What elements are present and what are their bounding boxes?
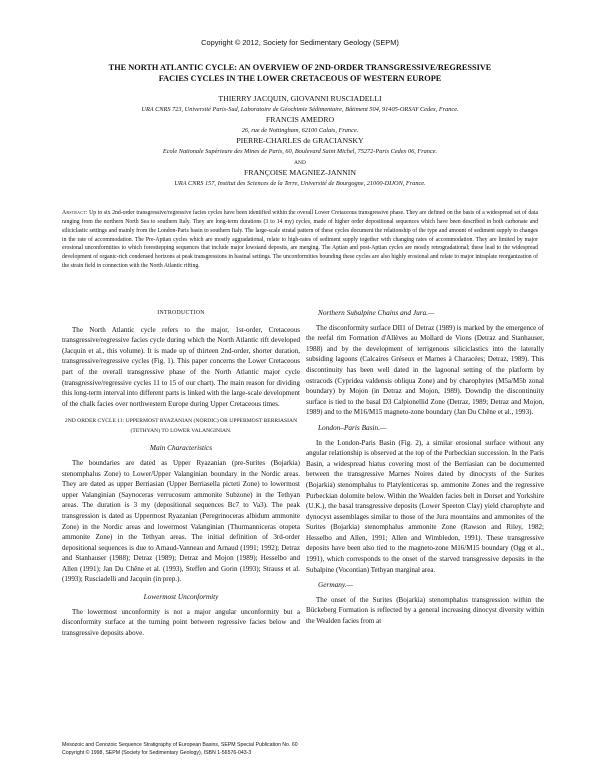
author-name-2: FRANCIS AMEDRO: [265, 115, 335, 125]
author-name-4: FRANÇOISE MAGNIEZ-JANNIN: [244, 168, 356, 178]
title-line-2: FACIES CYCLES IN THE LOWER CRETACEOUS OF WESTERN EUROPE: [158, 74, 442, 83]
affiliation-3: Ecole Nationale Supérieure des Mines de Paris, 60, Boulevard Saint Michel, 75272-Paris Cedex 06, France.: [162, 147, 438, 155]
copyright-notice: Copyright © 2012, Society for Sedimentary Geology (SEPM): [201, 38, 399, 47]
abstract: [62, 209, 538, 271]
germany-heading: Germany.—: [318, 580, 354, 590]
author-names-1: THIERRY JACQUIN, GIOVANNI RUSCIADELLI: [218, 94, 382, 103]
right-column: [306, 308, 544, 627]
author-name-3: PIERRE-CHARLES de GRACIANSKY: [236, 136, 364, 146]
lowermost-unconformity-heading: Lowermost Unconformity: [143, 592, 219, 602]
affiliation-2: 26, rue de Nottingham, 62100 Calais, France.: [241, 126, 359, 134]
footer-publication: Mesozoic and Cenozoic Sequence Stratigraphy of European Basins, SEPM Special Publication No. 60: [62, 742, 298, 748]
london-paris-heading: London–Paris Basin.—: [318, 422, 387, 432]
introduction-heading: INTRODUCTION: [157, 310, 205, 316]
affiliation-4: URA CNRS 157, Institut des Sciences de la Terre, Université de Bourgogne, 21000-DIJON, France.: [174, 179, 426, 187]
northern-subalpine-heading: Northern Subalpine Chains and Jura.—: [318, 308, 435, 317]
main-characteristics-heading: Main Characteristics: [149, 443, 213, 453]
paper-title: [60, 62, 540, 84]
cycle-11-heading: 2ND ORDER CYCLE 11: UPPERMOST RYAZANIAN (NORDIC) OR UPPERMOST BERRIASIAN (TETHYAN) TO LOWER VALANGINIAN.: [64, 418, 298, 434]
london-paris-paragraph: In the London-Paris Basin (Fig. 2), a similar erosional surface without any angular relationship is observed at the top of the Purbeckian succession. In the Paris Basin, a widespread hiatus covering most of the Berriasian can be documented between the transgressive Marnes Noires dated by dinocysts of the Surites (Bojarkia) stenomphalus to Platylenticeras sp. ammonite Zones and the regressive Purbeckian dolomite below. Within the Wealden facies belt in Dorset and Yorkshire (U.K.), the basal transgressive deposits (Lower Speeton Clay) yield charophyte and dynocyst assemblages similar to those of the Jura mountains and ammonites of the Surites (Bojarkia) stenomphalus ammonite Zone (Rawson and Riley, 1982; Hesselbo and Allen, 1991; Allen and Wimbledon, 1991). These transgressive deposits have been also tied to the magneto-zone M16/M15 boundary (Ogg et al., 1991), which corresponds to the onset of the starved transgressive deposits in the Subalpine (Vocontian) Tethyan marginal area.: [306, 438, 544, 574]
footer: [62, 742, 542, 757]
lowermost-unconformity-paragraph: The lowermost unconformity is not a major angular unconformity but a disconformity surface at the turning point between regressive facies below and transgressive deposits above.: [62, 607, 300, 637]
northern-subalpine-paragraph: The disconformity surface DII1 of Detraz (1989) is marked by the emergence of the reefal rim Formation d'Allèves au Mollard de Vions (Detraz and Stanhauser, 1988) and by the development of terrigenous siliciclastics into the laterally subsiding lagoons (Calcaires Gréseux et Marnes à Characées; Detraz, 1989). This discontinuity has been well dated in the lagoonal setting of the platform by ostracods (Cypridea valdensis obliqua Zone) and by charophytes (M5a/M5b zonal boundary) by Mojon (in Detraz and Mojon, 1989). Downdip the discontinuity surface is tied to the basal D3 Calpionellid Zone (Detraz, 1989; Detraz and Mojon, 1989) and to the M16/M15 magneto-zone boundary (Jan Du Chêne et al., 1993).: [306, 323, 544, 417]
main-characteristics-paragraph: The boundaries are dated as Upper Ryazanian (pre-Surites (Bojarkia) stenomphalus Zone) to Lower/Upper Valanginian boundary in the Nordic areas. They are dated as upper Berriasian (Upper Berriasella picteti Zone) to lowermost upper Valanginian (Saynoceras verrucosum ammonite Subzone) in the Tethyan areas. The duration is 3 my (depositional sequences Bc7 to Va3). The peak transgression is dated as Uppermost Ryazanian (Peregrinoceras albidum ammonite Zone) in the Nordic areas and lowermost Valanginian (Thurmanniceras otopeta ammonite Zone) in the Tethyan areas. The initial definition of 3rd-order depositional sequences is due to Arnaud-Vanneau and Arnaud (1991; 1992); Detraz and Stanhauser (1988); Detraz (1989); Detraz and Mojon (1989); Hesselbo and Allen (1991); Jan Du Chêne et al. (1993), Steffen and Gorin (1993); Strauss et al. (1993); Rusciadelli and Jacquin (in prep.).: [62, 458, 300, 584]
germany-paragraph: The onset of the Surites (Bojarkia) stenomphalus transgression within the Bückeberg Formation is reflected by a general increasing dinocyst diversity within the Wealden facies from at: [306, 595, 544, 626]
left-column: [62, 308, 300, 638]
introduction-paragraph: The North Atlantic cycle refers to the major, 1st-order, Cretaceous transgressive/regressive facies cycle during which the North Atlantic rift developed (Jacquin et al., this volume). It is made up of thirteen 2nd-order, shorter duration, transgressive/regressive cycles (Fig. 1). This paper concerns the Lower Cretaceous part of the overall transgressive phase of the North Atlantic major cycle (transgressive/regressive cycles 11 to 15 of our chart). The main reason for dividing this long-term interval into different parts is linked with the large-scale development of the chalk facies over northwestern Europe during Upper Cretaceous times.: [62, 325, 300, 408]
footer-copyright: Copyright © 1998, SEPM (Society for Sedimentary Geology), ISBN 1-56576-043-3: [62, 749, 252, 756]
abstract-text: Up to six 2nd-order transgressive/regressive facies cycles have been identified within the overall Lower Cretaceous transgressive phase. They are defined on the basis of a widespread set of data ranging from the northern North Sea to southern Italy. They are long-term durations (3 to 14 my) cycles, made of higher order depositional sequences which have been described in both carbonate and siliciclastic settings and mainly from the London-Paris basin to southern Italy. The large-scale stratal pattern of these cycles document the relationship of the type and amount of sediment supply to changes in the rate of accommodation. The Pre-Aptian cycles which are mostly aggradational, relate to high-rates of sediment supply together with changing rates of accommodation. They are limited by major erosional unconformities to which foresttepping sequences that include major lowstand deposits, are merging. The Aptian and post-Aptian cycles are mostly retrogradational; these lead to the widespread development of organic-rich condensed horizons at peak transgressions in basinal settings. The unconformities bounding these cycles are also highly erosional and relate to major intraplate reorganization of the strain field in connection with the North Atlantic rifting.: [62, 210, 539, 270]
affiliation-1: URA CNRS 723, Université Paris-Sud, Laboratoire de Géochimie Sédimentaire, Bâtiment 504, 91405-ORSAY Cedex, France.: [141, 105, 459, 113]
author-and: AND: [294, 159, 306, 166]
abstract-label: Abstract:: [62, 210, 88, 216]
author-block: [40, 94, 560, 189]
title-line-1: THE NORTH ATLANTIC CYCLE: AN OVERVIEW OF 2ND-ORDER TRANSGRESSIVE/REGRESSIVE: [108, 63, 492, 72]
